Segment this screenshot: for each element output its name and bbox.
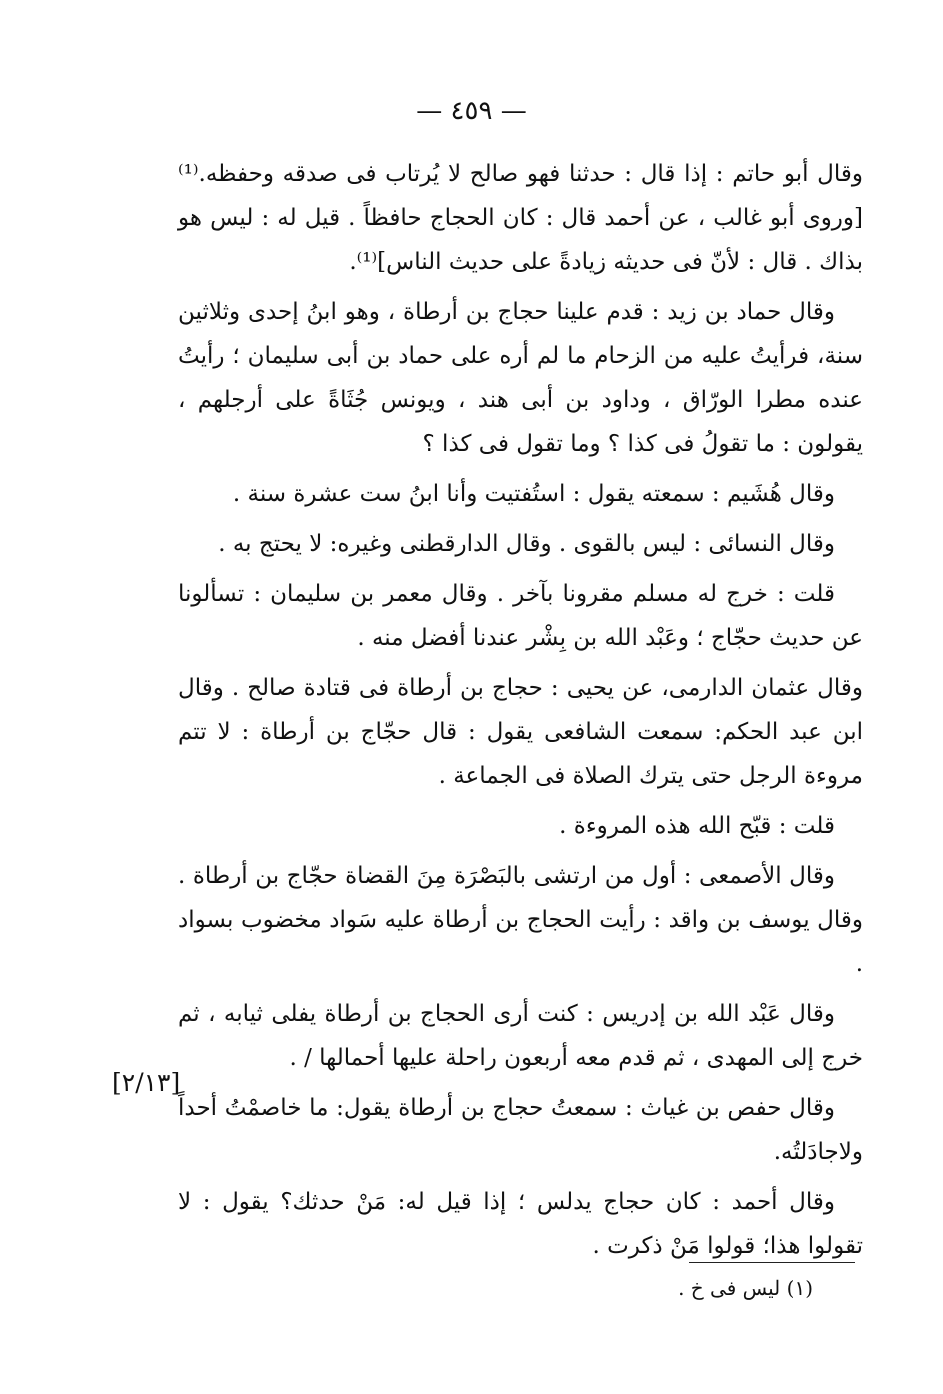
page-number: — ٤٥٩ — (416, 96, 527, 126)
paragraph-hafs: وقال حفص بن غياث : سمعتُ حجاج بن أرطاة يقول: ما خاصمْتُ أحداً ولاجادَلتُه. (178, 1095, 863, 1165)
paragraph-qultu-muslim: قلت : خرج له مسلم مقرونا بآخر . وقال معمر بن سليمان : تسألونا عن حديث حجّاج ؛ وعَبْد الله بن بِشْر عندنا أفضل منه . (178, 581, 863, 651)
paragraph-uthman-darimi: وقال عثمان الدارمى، عن يحيى : حجاج بن أرطاة فى قتادة صالح . وقال ابن عبد الحكم: سمعت الشافعى يقول : قال حجّاج بن أرطاة : لا تتم مروءة الرجل حتى يترك الصلاة فى الجماعة . (178, 675, 863, 789)
paragraph-hammad: وقال حماد بن زيد : قدم علينا حجاج بن أرطاة ، وهو ابنُ إحدى وثلاثين سنة، فرأيتُ عليه من الزحام ما لم أره على حماد بن أبى سليمان ؛ رأيتُ عنده مطرا الورّاق ، وداود بن أبى هند ، ويونس جُثَاةً على أرجلهم ، يقولون : ما تقولُ فى كذا ؟ وما تقول فى كذا ؟ (178, 299, 863, 457)
paragraph-hushaym: وقال هُشَيم : سمعته يقول : استُفتيت وأنا ابنُ ست عشرة سنة . (232, 481, 835, 507)
paragraph-qultu-muruah: قلت : قبّح الله هذه المروءة . (559, 813, 835, 839)
footnote-divider (689, 1262, 855, 1263)
paragraph-asmai: وقال الأصمعى : أول من ارتشى بالبَصْرَة مِنَ القضاة حجّاج بن أرطاة . وقال يوسف بن واقد : رأيت الحجاج بن أرطاة عليه سَواد مخضوب بسواد . (178, 863, 863, 977)
main-text (178, 152, 863, 1274)
paragraph-nasai: وقال النسائى : ليس بالقوى . وقال الدارقطنى وغيره: لا يحتج به . (218, 531, 835, 557)
paragraph-ibn-idris: وقال عَبْد الله بن إدريس : كنت أرى الحجاج بن أرطاة يفلى ثيابه ، ثم خرج إلى المهدى ، ثم قدم معه أربعون راحلة عليها أحمالها / . (178, 1001, 863, 1071)
margin-volume-reference: [٢/١٣] (112, 1068, 181, 1097)
paragraph-abu-hatim: وقال أبو حاتم : إذا قال : حدثنا فهو صالح لا يُرتاب فى صدقه وحفظه.⁽¹⁾[وروى أبو غالب ، عن أحمد قال : كان الحجاج حافظاً . قيل له : ليس هو بذاك . قال : لأنّ فى حديثه زيادةً على حديث الناس]⁽¹⁾. (178, 161, 863, 275)
footnote: (١) ليس فى خ . (678, 1276, 813, 1300)
paragraph-ahmad: وقال أحمد : كان حجاج يدلس ؛ إذا قيل له: مَنْ حدثك؟ يقول : لا تقولوا هذا؛ قولوا مَنْ ذكرت . (178, 1189, 863, 1259)
